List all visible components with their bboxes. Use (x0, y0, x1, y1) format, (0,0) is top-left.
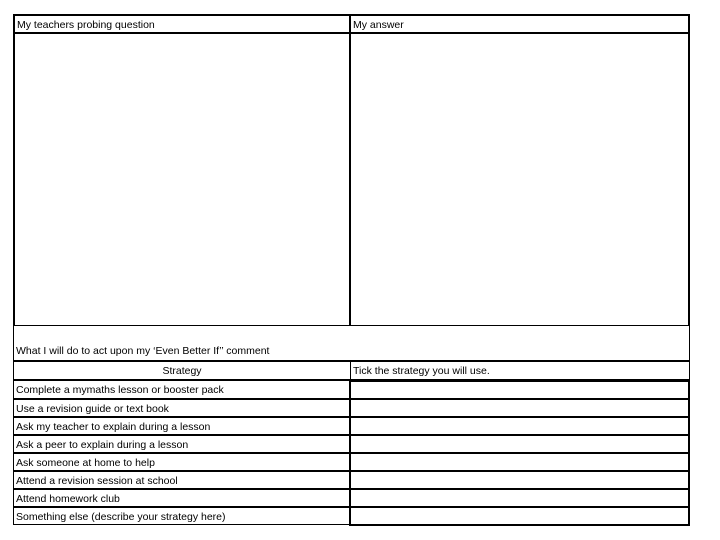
question-box[interactable] (13, 32, 351, 327)
tick-box[interactable] (349, 506, 690, 526)
strategy-row (13, 471, 351, 489)
strategy-label: Ask my teacher to explain during a lesson (16, 421, 211, 433)
strategy-label: Ask someone at home to help (16, 457, 155, 469)
tick-box[interactable] (349, 452, 690, 472)
strategy-row (13, 507, 351, 525)
question-header-label: My teachers probing question (17, 19, 155, 31)
strategy-label: Complete a mymaths lesson or booster pack (16, 384, 224, 396)
tick-box[interactable] (349, 398, 690, 418)
tick-box[interactable] (349, 470, 690, 490)
strategy-label: Attend homework club (16, 493, 120, 505)
answer-header-label: My answer (353, 19, 404, 31)
act-upon-label: What I will do to act upon my ‘Even Better If’’ comment (16, 345, 270, 357)
strategy-row (13, 380, 351, 399)
strategy-row (13, 489, 351, 507)
tick-box[interactable] (349, 488, 690, 508)
strategy-header (13, 361, 351, 380)
strategy-row (13, 399, 351, 417)
strategy-row (13, 435, 351, 453)
answer-header (349, 14, 690, 34)
tick-header-label: Tick the strategy you will use. (353, 365, 490, 377)
strategy-label: Something else (describe your strategy here) (16, 511, 226, 523)
strategy-row (13, 453, 351, 471)
tick-box[interactable] (349, 380, 690, 400)
answer-box[interactable] (349, 32, 690, 327)
tick-header (350, 361, 690, 380)
strategy-label: Attend a revision session at school (16, 475, 178, 487)
strategy-header-label: Strategy (162, 365, 202, 377)
act-upon-row (13, 325, 690, 361)
strategy-row (13, 417, 351, 435)
strategy-label: Use a revision guide or text book (16, 403, 169, 415)
strategy-label: Ask a peer to explain during a lesson (16, 439, 189, 451)
question-header (13, 14, 351, 34)
tick-box[interactable] (349, 416, 690, 436)
tick-box[interactable] (349, 434, 690, 454)
